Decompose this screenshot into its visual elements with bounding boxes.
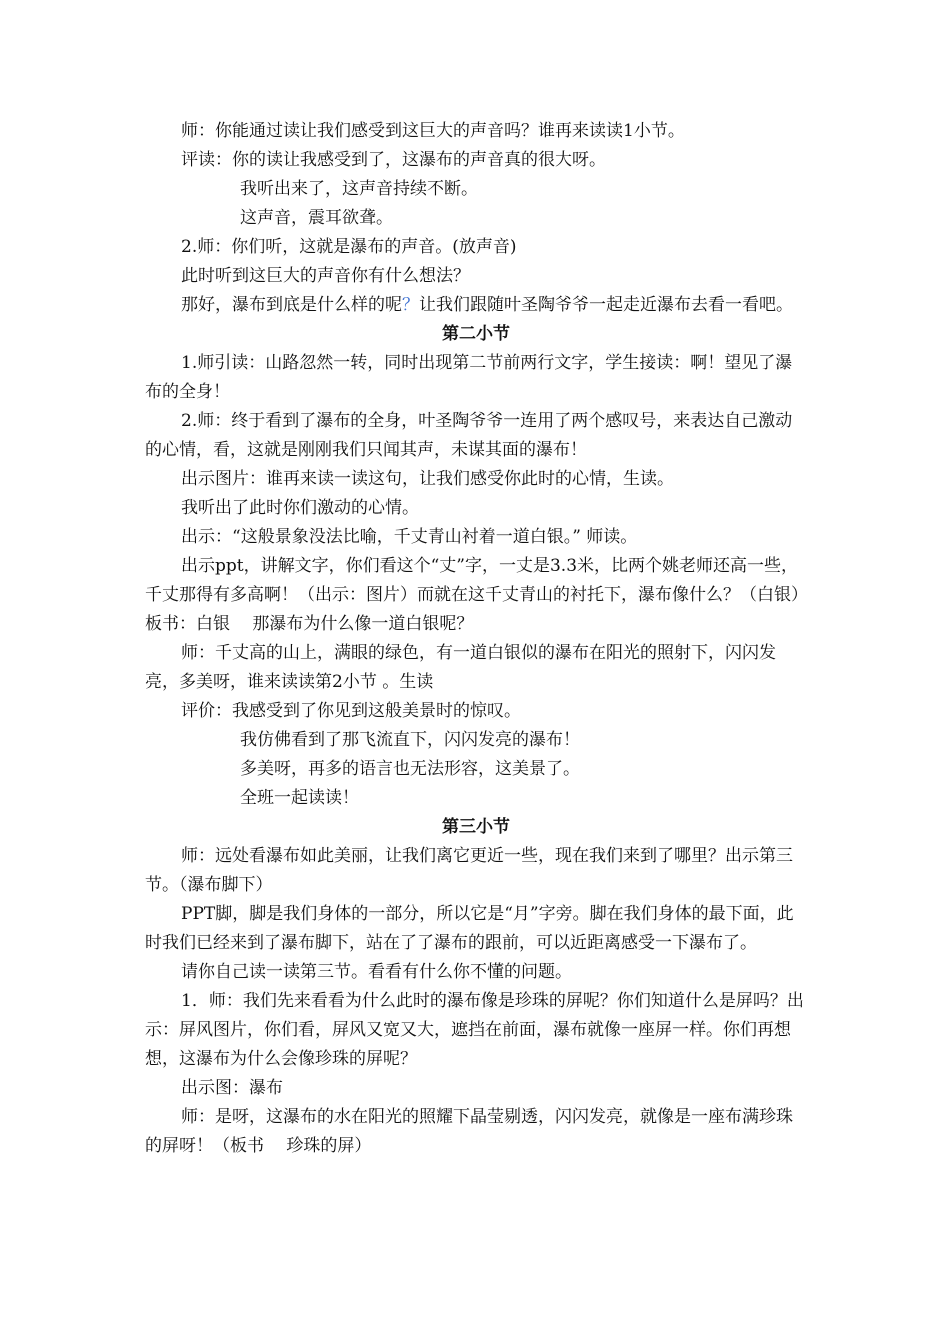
- accent-question-mark: ？: [402, 295, 419, 315]
- paragraph: 这声音，震耳欲聋。: [240, 208, 393, 228]
- paragraph: 此时听到这巨大的声音你有什么想法？: [181, 266, 470, 286]
- paragraph: 评价：我感受到了你见到这般美景时的惊叹。: [181, 701, 521, 721]
- paragraph: PPT脚，脚是我们身体的一部分，所以它是“月”字旁。脚在我们身体的最下面，此时我们已经来到了瀑布脚下，站在了了瀑布的跟前，可以近距离感受一下瀑布了。: [145, 904, 794, 953]
- paragraph: 出示：“这般景象没法比喻，千丈青山衬着一道白银。” 师读。: [181, 527, 638, 547]
- document-body: [145, 117, 807, 1161]
- paragraph: 出示ppt，讲解文字，你们看这个“丈”字，一丈是3.3米，比两个姚老师还高一些，千丈那得有多高啊！（出示：图片）而就在这千丈青山的衬托下，瀑布像什么？（白银）板书：白银 那瀑布为什么像一道白银呢？: [145, 556, 800, 634]
- paragraph: [145, 291, 807, 320]
- paragraph: 1.师引读：山路忽然一转，同时出现第二节前两行文字，学生接读：啊！望见了瀑布的全身！: [145, 353, 793, 402]
- paragraph: 2.师：终于看到了瀑布的全身，叶圣陶爷爷一连用了两个感叹号，来表达自己激动的心情，看，这就是刚刚我们只闻其声，未谋其面的瀑布！: [145, 411, 793, 460]
- paragraph-text: 让我们跟随叶圣陶爷爷一起走近瀑布去看一看吧。: [419, 295, 793, 315]
- paragraph: 1．师：我们先来看看为什么此时的瀑布像是珍珠的屏呢？你们知道什么是屏吗？出示：屏风图片，你们看，屏风又宽又大，遮挡在前面，瀑布就像一座屏一样。你们再想想，这瀑布为什么会像珍珠的屏呢？: [145, 991, 804, 1069]
- paragraph: 请你自己读一读第三节。看看有什么你不懂的问题。: [181, 962, 572, 982]
- section-heading: 第三小节: [442, 817, 510, 837]
- paragraph: 师：远处看瀑布如此美丽，让我们离它更近一些，现在我们来到了哪里？出示第三节。（瀑布脚下）: [145, 846, 793, 895]
- paragraph: 我听出来了，这声音持续不断。: [240, 179, 478, 199]
- paragraph: 我仿佛看到了那飞流直下，闪闪发亮的瀑布！: [240, 730, 580, 750]
- paragraph: 多美呀，再多的语言也无法形容，这美景了。: [240, 759, 580, 779]
- paragraph: 出示图：瀑布: [181, 1078, 283, 1098]
- paragraph: 我听出了此时你们激动的心情。: [181, 498, 419, 518]
- paragraph: 师：你能通过读让我们感受到这巨大的声音吗？谁再来读读1小节。: [181, 121, 685, 141]
- paragraph: 2.师：你们听，这就是瀑布的声音。(放声音): [181, 237, 517, 257]
- paragraph: 全班一起读读！: [240, 788, 359, 808]
- paragraph-text: 那好，瀑布到底是什么样的呢: [181, 295, 402, 315]
- section-heading: 第二小节: [442, 324, 510, 344]
- paragraph: 出示图片：谁再来读一读这句，让我们感受你此时的心情，生读。: [181, 469, 674, 489]
- paragraph: 师：千丈高的山上，满眼的绿色，有一道白银似的瀑布在阳光的照射下，闪闪发亮，多美呀，谁来读读第2小节 。生读: [145, 643, 776, 692]
- paragraph: 师：是呀，这瀑布的水在阳光的照耀下晶莹剔透，闪闪发亮，就像是一座布满珍珠的屏呀！（板书 珍珠的屏）: [145, 1107, 793, 1156]
- paragraph: 评读：你的读让我感受到了，这瀑布的声音真的很大呀。: [181, 150, 606, 170]
